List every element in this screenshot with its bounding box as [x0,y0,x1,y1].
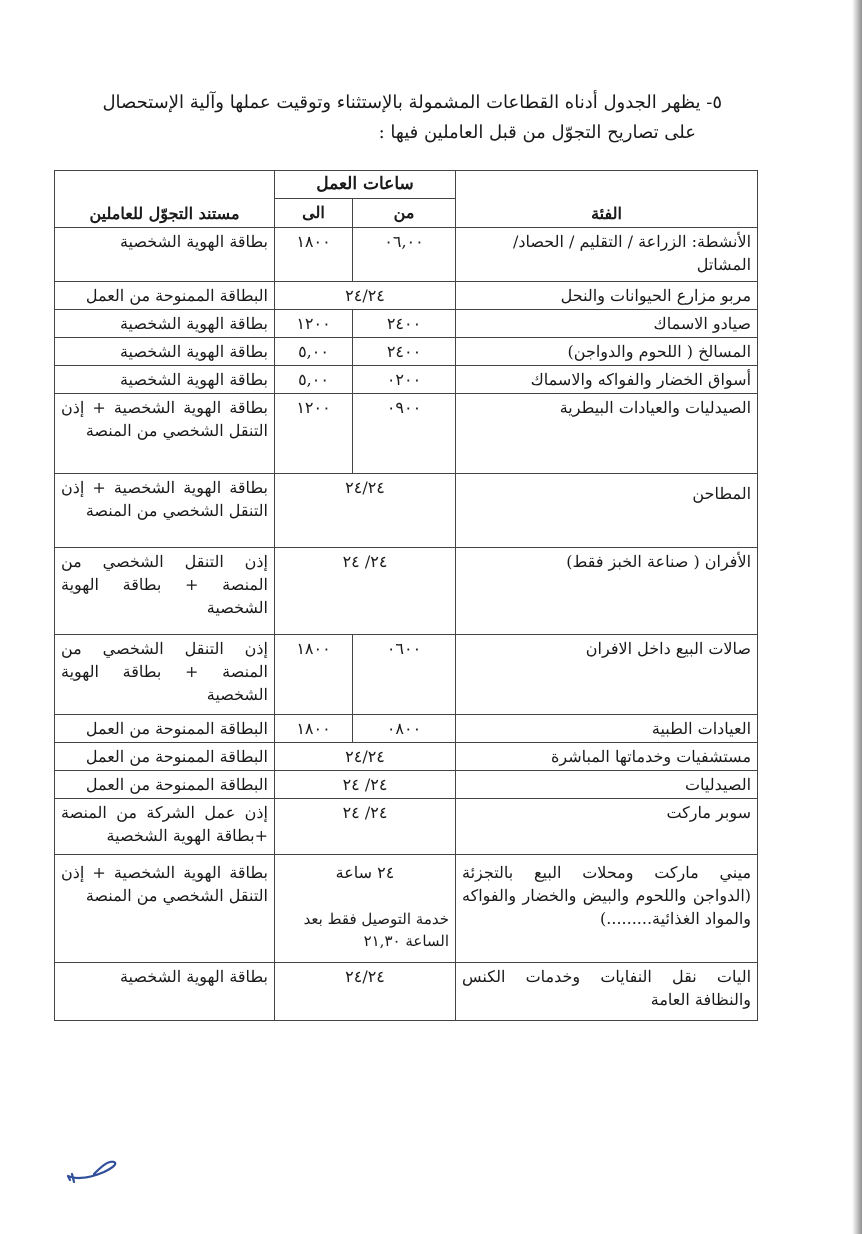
row-category: الأنشطة: الزراعة / التقليم / الحصاد/ المشاتل [456,228,758,282]
row-from: ٠٨٠٠ [353,715,456,743]
row-to: ١٨٠٠ [275,715,353,743]
row-hours: ٢٤/٢٤ [275,474,456,548]
table-row [55,366,758,394]
row-document: بطاقة الهوية الشخصية [55,366,275,394]
row-document: البطاقة الممنوحة من العمل [55,715,275,743]
table-row [55,282,758,310]
row-to: ١٢٠٠ [275,310,353,338]
row-to: ١٢٠٠ [275,394,353,474]
table-row [55,338,758,366]
row-hours: ٢٤ ساعة [335,863,395,882]
row-category: الأفران ( صناعة الخبز فقط) [456,548,758,635]
table-row [55,310,758,338]
row-hours: ٢٤/٢٤ [275,743,456,771]
row-category: أسواق الخضار والفواكه والاسماك [456,366,758,394]
row-hours: ٢٤/ ٢٤ [275,548,456,635]
row-from: ٠٦٠٠ [353,635,456,715]
row-from: ٠٢٠٠ [353,366,456,394]
table-row [55,635,758,715]
page-edge-shadow [852,0,862,1234]
row-category: الصيدليات والعيادات البيطرية [456,394,758,474]
table-row [55,855,758,963]
row-to: ١٨٠٠ [275,228,353,282]
row-document: إذن التنقل الشخصي من المنصة + بطاقة الهوية الشخصية [55,635,275,715]
row-hours: ٢٤/٢٤ [275,963,456,1021]
row-document: بطاقة الهوية الشخصية + إذن التنقل الشخصي من المنصة [55,855,275,963]
row-document: بطاقة الهوية الشخصية [55,963,275,1021]
row-hours: ٢٤/٢٤ [275,282,456,310]
table-row [55,963,758,1021]
intro-line-2: على تصاريح التجوّل من قبل العاملين فيها : [378,122,696,143]
row-from: ٢٤٠٠ [353,338,456,366]
row-category: ميني ماركت ومحلات البيع بالتجزئة (الدواجن واللحوم والبيض والخضار والفواكه والمواد الغذائية.........) [456,855,758,963]
row-document: بطاقة الهوية الشخصية [55,338,275,366]
header-row-1 [55,171,758,199]
row-document: بطاقة الهوية الشخصية + إذن التنقل الشخصي من المنصة [55,474,275,548]
table-row [55,799,758,855]
row-hours-cell [275,855,456,963]
row-from: ٠٩٠٠ [353,394,456,474]
table-row [55,715,758,743]
row-category: صالات البيع داخل الافران [456,635,758,715]
row-from: ٠٦,٠٠ [353,228,456,282]
row-document: بطاقة الهوية الشخصية + إذن التنقل الشخصي من المنصة [55,394,275,474]
intro-line-1: ٥- يظهر الجدول أدناه القطاعات المشمولة بالإستثناء وتوقيت عملها وآلية الإستحصال [102,92,722,113]
row-to: ١٨٠٠ [275,635,353,715]
table-row [55,394,758,474]
row-category: مستشفيات وخدماتها المباشرة [456,743,758,771]
row-category: اليات نقل النفايات وخدمات الكنس والنظافة العامة [456,963,758,1021]
header-category: الفئة [456,171,758,228]
header-document: مستند التجوّل للعاملين [55,171,275,228]
table-row [55,474,758,548]
row-document: البطاقة الممنوحة من العمل [55,282,275,310]
row-hours: ٢٤/ ٢٤ [275,799,456,855]
row-hours: ٢٤/ ٢٤ [275,771,456,799]
signature-mark [60,1150,130,1190]
table-row [55,228,758,282]
row-to: ٥,٠٠ [275,338,353,366]
row-category: المسالخ ( اللحوم والدواجن) [456,338,758,366]
intro-paragraph [82,88,722,148]
table-row [55,743,758,771]
row-to: ٥,٠٠ [275,366,353,394]
sectors-table [54,170,758,1021]
table-row [55,548,758,635]
row-category: سوبر ماركت [456,799,758,855]
row-document: بطاقة الهوية الشخصية [55,310,275,338]
row-category: المطاحن [456,474,758,548]
row-category: العيادات الطبية [456,715,758,743]
row-document: إذن التنقل الشخصي من المنصة + بطاقة الهوية الشخصية [55,548,275,635]
row-from: ٢٤٠٠ [353,310,456,338]
row-category: مربو مزارع الحيوانات والنحل [456,282,758,310]
row-hours-note: خدمة التوصيل فقط بعد الساعة ٢١,٣٠ [303,910,450,950]
table-row [55,771,758,799]
row-document: البطاقة الممنوحة من العمل [55,771,275,799]
header-hours: ساعات العمل [275,171,456,199]
header-to: الى [275,199,353,228]
row-category: صيادو الاسماك [456,310,758,338]
row-document: بطاقة الهوية الشخصية [55,228,275,282]
row-document: إذن عمل الشركة من المنصة +بطاقة الهوية الشخصية [55,799,275,855]
header-from: من [353,199,456,228]
row-category: الصيدليات [456,771,758,799]
row-document: البطاقة الممنوحة من العمل [55,743,275,771]
